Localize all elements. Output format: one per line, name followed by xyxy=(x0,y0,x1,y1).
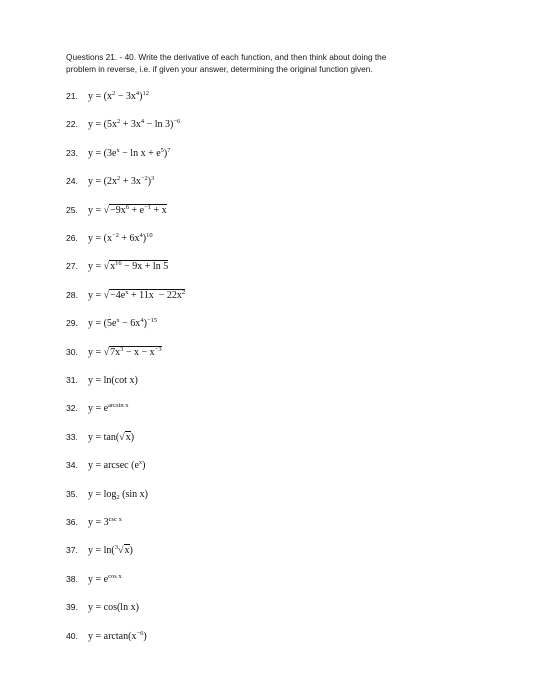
problem-expression: y = ln($^3$√x) xyxy=(88,544,133,557)
problem-number: 27. xyxy=(66,261,78,272)
problem-number: 21. xyxy=(66,91,78,101)
problem-expression: $y = e^{arcsin x}$ xyxy=(88,402,129,415)
instructions-line-2: problem in reverse, i.e. if given your answer, determining the original function given. xyxy=(66,64,373,74)
problem-number: 22. xyxy=(66,119,78,130)
problem-number: 31. xyxy=(66,375,78,385)
problem-31 xyxy=(66,373,138,388)
problem-expression: $y = \log_2 (\sin$ x) xyxy=(88,488,149,501)
problem-40 xyxy=(66,629,147,644)
problem-34 xyxy=(66,458,145,473)
problem-expression: $y = √x^{16} - 9x + \ln 5$ xyxy=(88,260,169,273)
problem-number: 38. xyxy=(66,573,78,584)
problem-29 xyxy=(66,316,157,331)
problem-expression: $y = (3e^x - \ln x + e^5)^7$ xyxy=(88,146,171,159)
problem-30 xyxy=(66,345,162,360)
problem-24 xyxy=(66,174,154,189)
problem-39 xyxy=(66,600,139,615)
problem-expression: $y = (5x^2 + 3x^4 - \ln 3)^{-6}$ xyxy=(88,118,181,131)
problem-37 xyxy=(66,543,133,558)
problem-number: 37. xyxy=(66,545,78,556)
problem-number: 28. xyxy=(66,289,78,300)
problem-27 xyxy=(66,259,168,274)
problem-number: 34. xyxy=(66,460,78,471)
problem-number: 40. xyxy=(66,630,78,641)
problem-22 xyxy=(66,117,180,132)
problem-expression: $y = (5e^x - 6x^4)^{-15}$ xyxy=(88,317,158,330)
problem-number: 23. xyxy=(66,147,78,158)
problem-expression: $y = (x^{-2} + 6x^4)^{10}$ xyxy=(88,232,153,244)
problem-number: 24. xyxy=(66,176,78,187)
problem-number: 32. xyxy=(66,403,78,414)
problem-number: 39. xyxy=(66,602,78,613)
problem-expression: y = tan(√x) xyxy=(88,431,135,443)
problem-28 xyxy=(66,288,185,303)
problem-expression: $y = √-9x^6 + e^{-1} + x$ xyxy=(88,203,167,216)
problem-36 xyxy=(66,515,122,530)
problem-21 xyxy=(66,89,149,104)
problem-number: 26. xyxy=(66,233,78,243)
problem-number: 35. xyxy=(66,488,78,499)
problem-expression: $y = (x^2 - 3x^4)^{12}$ xyxy=(88,90,149,102)
problem-expression: y = ln(cot x) xyxy=(88,375,138,386)
problem-38 xyxy=(66,572,122,587)
problem-expression: $y = √7x^3 - x - x^{-3}$ xyxy=(88,345,162,358)
problem-number: 25. xyxy=(66,204,78,215)
problem-expression: $y = (2x^2 + 3x^{-2})^3$ xyxy=(88,175,155,188)
problem-25 xyxy=(66,203,167,218)
problem-23 xyxy=(66,146,171,161)
problem-26 xyxy=(66,231,153,246)
problem-number: 29. xyxy=(66,318,78,329)
problem-expression: $y = \arctan(x^{-6})$ xyxy=(88,629,147,642)
problem-35 xyxy=(66,487,148,502)
problem-expression: y = arcsec $(e^x)$ xyxy=(88,459,146,472)
problem-number: 36. xyxy=(66,517,78,527)
problem-expression: $y = e^{cos x}$ xyxy=(88,572,122,585)
problem-33 xyxy=(66,430,134,445)
problem-number: 33. xyxy=(66,431,78,442)
problem-expression: $y = √-4e^x + 11x - 22x^2$ xyxy=(88,288,186,301)
problem-32 xyxy=(66,401,128,416)
problem-number: 30. xyxy=(66,346,78,357)
problem-expression: $y = 3^{csc x}$ xyxy=(88,516,122,528)
instructions-line-1: Questions 21. - 40. Write the derivative of each function, and then think about doing the xyxy=(66,52,387,62)
problem-expression: y = cos(ln x) xyxy=(88,602,139,614)
